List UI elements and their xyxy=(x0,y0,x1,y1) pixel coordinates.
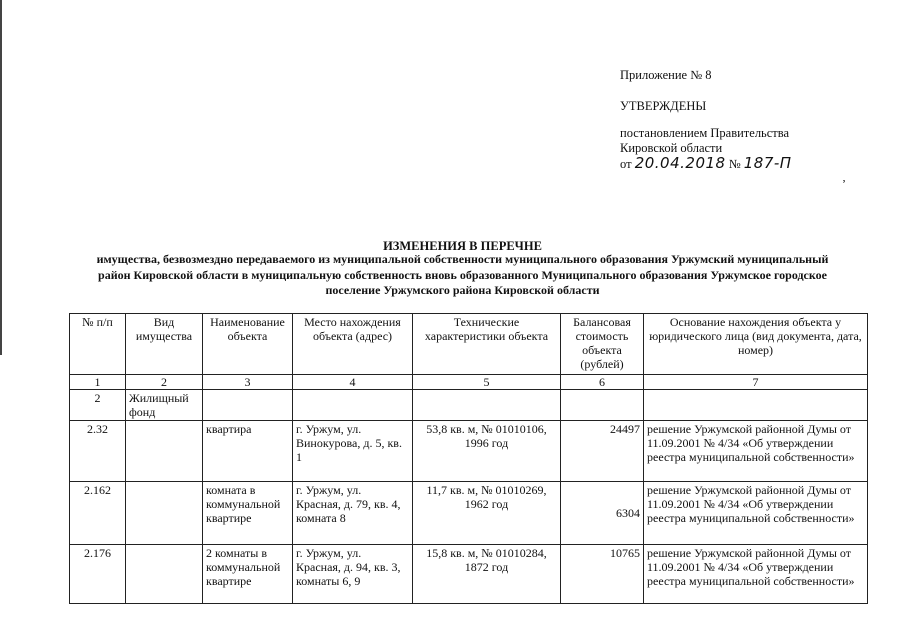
header-value: Балансовая стоимость объекта (рублей) xyxy=(561,314,644,375)
column-number: 3 xyxy=(203,375,293,390)
table-row xyxy=(70,482,868,545)
document-title: ИЗМЕНЕНИЯ В ПЕРЕЧНЕ xyxy=(383,239,542,253)
column-number: 6 xyxy=(561,375,644,390)
header-type: Вид имущества xyxy=(126,314,203,375)
column-number: 4 xyxy=(293,375,413,390)
row-address: г. Уржум, ул. Винокурова, д. 5, кв. 1 xyxy=(293,421,413,482)
row-value: 6304 xyxy=(561,482,644,545)
category-name: Жилищный фонд xyxy=(126,390,203,421)
column-number-row xyxy=(70,375,868,390)
column-number: 1 xyxy=(70,375,126,390)
row-type xyxy=(126,421,203,482)
approved-by-line1: постановлением Правительства xyxy=(620,126,790,140)
document-subtitle: имущества, безвозмездно передаваемого из муниципальной собственности муниципального образования Уржумский муниципальный район Кировской области в муниципальную собственность вновь образованного Муниципального образования Уржумское городское поселение Уржумского района Кировской области xyxy=(96,252,829,297)
row-tech: 11,7 кв. м, № 01010269, 1962 год xyxy=(413,482,561,545)
row-basis: решение Уржумской районной Думы от 11.09.2001 № 4/34 «Об утверждении реестра муниципальной собственности» xyxy=(644,482,868,545)
row-tech: 53,8 кв. м, № 01010106, 1996 год xyxy=(413,421,561,482)
row-name: 2 комнаты в коммунальной квартире xyxy=(203,545,293,604)
header-tech: Технические характеристики объекта xyxy=(413,314,561,375)
approved-by-line2: Кировской области xyxy=(620,141,723,155)
stray-mark: ‚ xyxy=(842,170,846,184)
header-name: Наименование объекта xyxy=(203,314,293,375)
row-basis: решение Уржумской районной Думы от 11.09.2001 № 4/34 «Об утверждении реестра муниципальной собственности» xyxy=(644,421,868,482)
category-num: 2 xyxy=(70,390,126,421)
property-table xyxy=(69,313,868,604)
approval-date: 20.04.2018 xyxy=(634,154,726,172)
row-value: 24497 xyxy=(561,421,644,482)
row-address: г. Уржум, ул. Красная, д. 94, кв. 3, комнаты 6, 9 xyxy=(293,545,413,604)
column-number: 7 xyxy=(644,375,868,390)
header-basis: Основание нахождения объекта у юридического лица (вид документа, дата, номер) xyxy=(644,314,868,375)
row-num: 2.176 xyxy=(70,545,126,604)
row-tech: 15,8 кв. м, № 01010284, 1872 год xyxy=(413,545,561,604)
row-type xyxy=(126,545,203,604)
row-name: комната в коммунальной квартире xyxy=(203,482,293,545)
row-type xyxy=(126,482,203,545)
table-row xyxy=(70,421,868,482)
table-header-row xyxy=(70,314,868,375)
category-row xyxy=(70,390,868,421)
approval-number: 187-П xyxy=(743,154,792,172)
approval-block xyxy=(620,68,792,172)
column-number: 5 xyxy=(413,375,561,390)
row-num: 2.162 xyxy=(70,482,126,545)
table-row xyxy=(70,545,868,604)
row-value: 10765 xyxy=(561,545,644,604)
column-number: 2 xyxy=(126,375,203,390)
row-basis: решение Уржумской районной Думы от 11.09.2001 № 4/34 «Об утверждении реестра муниципальной собственности» xyxy=(644,545,868,604)
approved-label: УТВЕРЖДЕНЫ xyxy=(620,99,707,113)
row-num: 2.32 xyxy=(70,421,126,482)
header-num: № п/п xyxy=(70,314,126,375)
appendix-label: Приложение № 8 xyxy=(620,68,712,82)
from-label: от xyxy=(620,157,632,171)
page-edge-line xyxy=(0,0,2,355)
number-label: № xyxy=(728,157,741,171)
header-address: Место нахождения объекта (адрес) xyxy=(293,314,413,375)
approval-date-line xyxy=(620,156,792,172)
row-name: квартира xyxy=(203,421,293,482)
row-address: г. Уржум, ул. Красная, д. 79, кв. 4, комната 8 xyxy=(293,482,413,545)
